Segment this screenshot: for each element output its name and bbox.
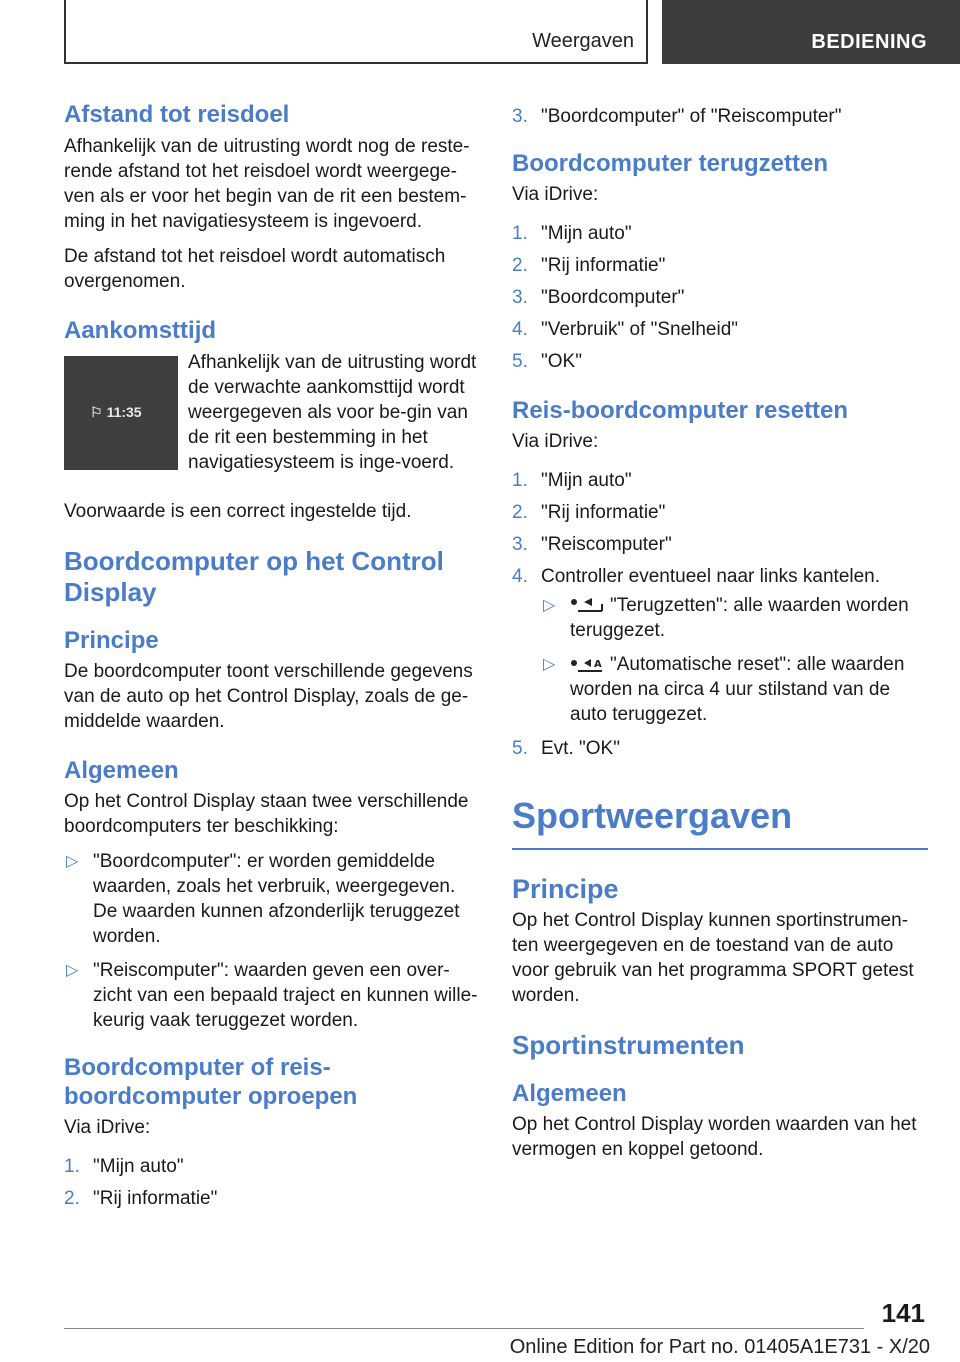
list-item: 3. "Reiscomputer"	[512, 534, 672, 555]
page-number: 141	[881, 1298, 925, 1328]
list-item: 2. "Rij informatie"	[64, 1188, 218, 1209]
list-item: 2. "Rij informatie"	[512, 502, 666, 523]
chapter-title: Weergaven	[532, 30, 634, 52]
list-item: 4. "Verbruik" of "Snelheid"	[512, 319, 739, 340]
eta-time: 11:35	[106, 404, 142, 420]
paragraph: Op het Control Display kunnen sportinstrumen-ten weergegeven en de toestand van de auto voor gebruik van het programma SPORT getest worden.	[512, 910, 914, 1006]
list-item: 4. Controller eventueel naar links kantelen. ▷ "Terugzetten": alle waarden worden teruggezet. ▷ A "Automatische reset": alle waarden worden na circa 4 uur stilstand van de auto teruggezet.	[512, 564, 928, 727]
paragraph: De boordcomputer toont verschillende gegevens van de auto op het Control Display, zoals de ge-middelde waarden.	[64, 661, 473, 732]
paragraph: Afhankelijk van de uitrusting wordt de verwachte aankomsttijd wordt weergegeven als voor be-gin van de rit een bestemming in het navigatiesysteem is inge-voerd.	[188, 352, 477, 473]
heading-afstand: Afstand tot reisdoel	[64, 101, 290, 128]
heading-aankomsttijd: Aankomsttijd	[64, 317, 217, 344]
left-column	[64, 100, 482, 1221]
triangle-bullet-icon: ▷	[543, 597, 556, 614]
list-item: 3. "Boordcomputer" of "Reiscomputer"	[512, 106, 842, 127]
section-tab	[662, 0, 960, 64]
list-item: 5. Evt. "OK"	[512, 738, 620, 759]
header-box	[64, 0, 648, 64]
heading-algemeen: Algemeen	[64, 757, 179, 784]
heading-oproepen: Boordcomputer of reis-boordcomputer oproepen	[64, 1054, 358, 1110]
heading-algemeen: Algemeen	[512, 1080, 627, 1107]
paragraph: Op het Control Display worden waarden van het vermogen en koppel getoond.	[512, 1114, 917, 1160]
list-item: 1. "Mijn auto"	[512, 470, 632, 491]
list-item: 1. "Mijn auto"	[64, 1156, 184, 1177]
bullet-list	[64, 849, 482, 1033]
list-item: ▷ A "Automatische reset": alle waarden worden na circa 4 uur stilstand van de auto teruggezet.	[543, 654, 905, 725]
heading-principe: Principe	[512, 874, 619, 904]
via-idrive: Via iDrive:	[512, 431, 599, 452]
list-item: 1. "Mijn auto"	[512, 223, 632, 244]
footer-divider	[64, 1328, 864, 1329]
flag-icon: ⚐	[90, 404, 103, 420]
footer-edition: Online Edition for Part no. 01405A1E731 - X/20	[509, 1336, 930, 1358]
svg-text:A: A	[594, 658, 602, 670]
list-item: 2. "Rij informatie"	[512, 255, 666, 276]
step-list	[512, 104, 928, 129]
paragraph: Afhankelijk van de uitrusting wordt nog de reste-rende afstand tot het reisdoel wordt weergege-ven als er voor het begin van de rit een bestem-ming in het navigatiesysteem is ingevoerd.	[64, 136, 470, 232]
triangle-bullet-icon: ▷	[66, 853, 79, 870]
paragraph: Voorwaarde is een correct ingestelde tijd.	[64, 501, 412, 522]
arrival-time-image	[64, 356, 178, 470]
list-item: ▷ "Boordcomputer": er worden gemiddelde waarden, zoals het verbruik, weergegeven. De waarden kunnen afzonderlijk teruggezet worden.	[66, 851, 460, 947]
list-item: ▷ "Terugzetten": alle waarden worden teruggezet.	[543, 595, 909, 641]
heading-principe: Principe	[64, 627, 159, 654]
heading-resetten: Reis-boordcomputer resetten	[512, 397, 849, 424]
right-column	[512, 104, 928, 1172]
step-list	[512, 468, 928, 761]
list-item: ▷ "Reiscomputer": waarden geven een over-zicht van een bepaald traject en kunnen wille-keurig vaak teruggezet worden.	[66, 960, 478, 1031]
via-idrive: Via iDrive:	[512, 184, 599, 205]
sub-bullet-list	[541, 593, 928, 727]
list-item: 5. "OK"	[512, 351, 582, 372]
list-item: 3. "Boordcomputer"	[512, 287, 685, 308]
section-title: BEDIENING	[811, 31, 927, 53]
paragraph: Op het Control Display staan twee verschillende boordcomputers ter beschikking:	[64, 791, 469, 837]
step-list	[512, 221, 928, 374]
auto-reset-icon	[570, 656, 604, 674]
heading-sportweergaven: Sportweergaven	[512, 794, 928, 850]
heading-boordcomputer: Boordcomputer op het Control Display	[64, 546, 444, 607]
heading-terugzetten: Boordcomputer terugzetten	[512, 150, 829, 177]
triangle-bullet-icon: ▷	[66, 962, 79, 979]
via-idrive: Via iDrive:	[64, 1117, 151, 1138]
paragraph: De afstand tot het reisdoel wordt automatisch overgenomen.	[64, 246, 446, 292]
triangle-bullet-icon: ▷	[543, 656, 556, 673]
reset-arrow-icon	[570, 598, 604, 614]
heading-sportinstrumenten: Sportinstrumenten	[512, 1030, 745, 1060]
step-list	[64, 1154, 482, 1211]
